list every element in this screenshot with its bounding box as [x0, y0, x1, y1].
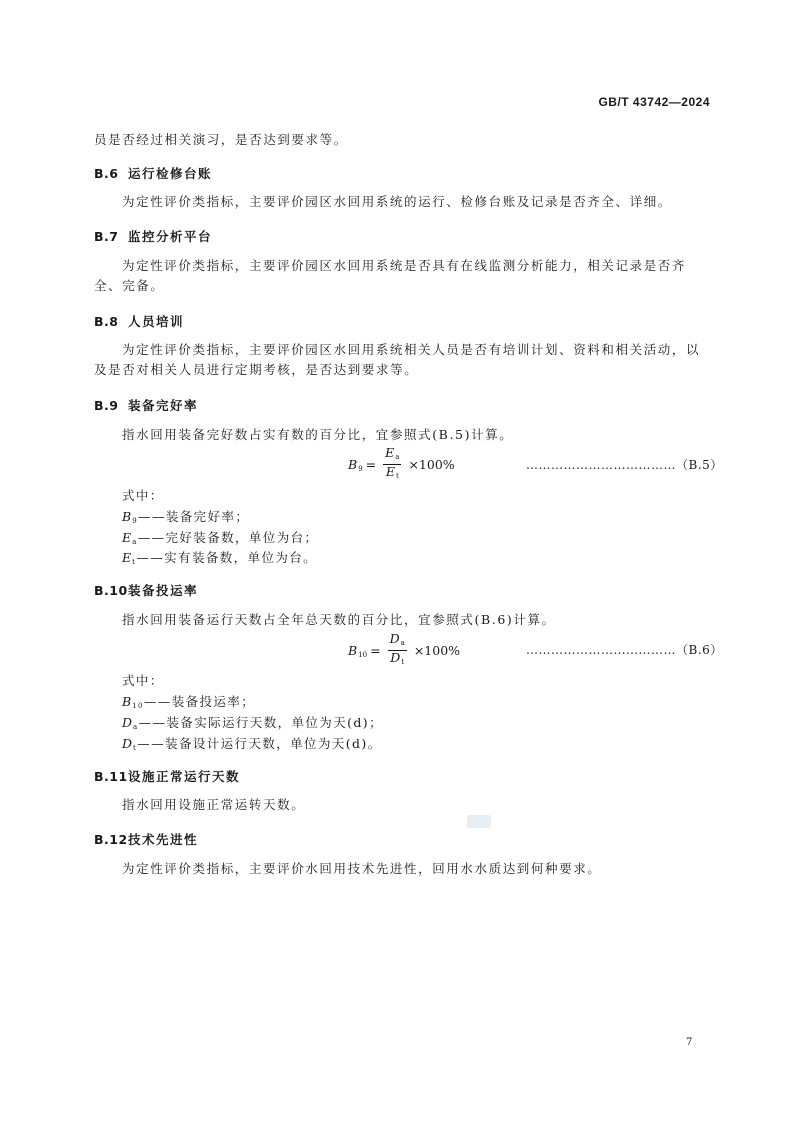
variable-definition: $B_{10}——$装备投运率；: [122, 694, 256, 710]
formula-number-b5: ………………………………（B.5）: [526, 458, 723, 472]
section-number: B.11: [94, 769, 128, 784]
section-number: B.8: [94, 314, 119, 329]
section-number: B.9: [94, 398, 119, 413]
section-body-b10: 指水回用装备运行天数占全年总天数的百分比，宜参照式(B.6)计算。: [122, 612, 556, 627]
section-number: B.6: [94, 166, 119, 181]
formula-b6: $B_{10}$ = $\frac{D_a}{D_t}$ ×100%: [348, 632, 463, 669]
variable-definition: $D_t——$装备设计运行天数，单位为天(d)。: [122, 736, 382, 752]
section-number: B.12: [94, 832, 128, 847]
where-label: 式中：: [122, 673, 164, 688]
section-title: 设施正常运行天数: [128, 769, 241, 784]
section-heading-b11: [94, 767, 240, 785]
section-body-b12: 为定性评价类指标，主要评价水回用技术先进性，回用水水质达到何种要求。: [122, 861, 602, 876]
where-label: 式中：: [122, 488, 164, 503]
section-body-b6: 为定性评价类指标，主要评价园区水回用系统的运行、检修台账及记录是否齐全、详细。: [122, 194, 672, 209]
variable-definition: $D_a——$装备实际运行天数，单位为天(d)；: [122, 715, 383, 731]
watermark-logo: [467, 815, 491, 828]
section-heading-b6: [94, 164, 212, 182]
variable-definition: $E_t——$实有装备数，单位为台。: [122, 550, 318, 566]
section-number: B.7: [94, 229, 119, 244]
section-title: 技术先进性: [128, 832, 199, 847]
variable-definition: $B_9——$装备完好率；: [122, 509, 250, 525]
section-heading-b7: [94, 227, 212, 245]
section-heading-b9: [94, 396, 198, 414]
section-body-b9: 指水回用装备完好数占实有数的百分比，宜参照式(B.5)计算。: [122, 427, 514, 442]
standard-number: GB/T 43742—2024: [598, 95, 710, 109]
section-body-b7: 为定性评价类指标，主要评价园区水回用系统是否具有在线监测分析能力，相关记录是否齐全、完备。: [94, 258, 687, 293]
section-title: 人员培训: [128, 314, 185, 329]
section-heading-b8: [94, 312, 184, 330]
section-title: 装备完好率: [128, 398, 199, 413]
section-heading-b10: [94, 581, 198, 599]
section-body-b8: 为定性评价类指标，主要评价园区水回用系统相关人员是否有培训计划、资料和相关活动，以及是否对相关人员进行定期考核，是否达到要求等。: [94, 342, 701, 377]
formula-lhs: $B_{10}$: [348, 642, 368, 659]
formula-number-b6: ………………………………（B.6）: [526, 643, 723, 657]
section-title: 装备投运率: [128, 583, 199, 598]
section-heading-b12: [94, 830, 198, 848]
formula-fraction: $\frac{E_a}{E_t}$: [385, 445, 400, 480]
section-title: 监控分析平台: [128, 229, 213, 244]
variable-definition: $E_a——$完好装备数，单位为台；: [122, 530, 319, 546]
formula-b5: $B_9$ = $\frac{E_a}{E_t}$ ×100%: [348, 446, 458, 483]
section-body-b11: 指水回用设施正常运转天数。: [122, 797, 306, 812]
formula-lhs: $B_9$: [348, 456, 363, 473]
intro-text: 员是否经过相关演习，是否达到要求等。: [94, 132, 348, 147]
page-number: 7: [686, 1037, 693, 1048]
formula-fraction: $\frac{D_a}{D_t}$: [389, 631, 405, 666]
section-title: 运行检修台账: [128, 166, 213, 181]
section-number: B.10: [94, 583, 128, 598]
